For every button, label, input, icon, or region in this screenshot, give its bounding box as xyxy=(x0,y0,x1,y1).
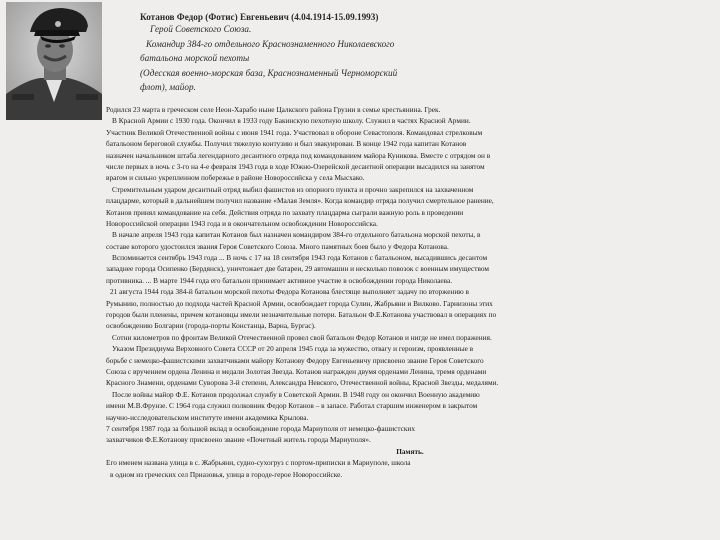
body-line: Котанов принял командование на себя. Действия отряда по захвату плацдарма сыграли важную роль в проведении xyxy=(106,207,464,217)
biography-header xyxy=(140,12,480,95)
body-line: 21 августа 1944 года 384-й батальон морской пехоты Федора Котанова блестяще выполняет задачу по вторжению в xyxy=(110,287,469,297)
header-line-rank: флот), майор. xyxy=(140,82,196,93)
header-line-unit: (Одесская военно-морская база, Краснознаменный Черноморский xyxy=(140,67,398,78)
biography-text xyxy=(106,104,714,480)
body-line: составе которого удостоился звания Героя Советского Союза. Много памятных боев было у Федора Котанова. xyxy=(106,241,449,251)
header-line-title: Герой Советского Союза. xyxy=(150,24,252,34)
body-line: 7 сентября 1987 года за большой вклад в освобождение города Мариуполя от немецко-фашистских xyxy=(106,423,415,433)
body-line: Его именем названа улица в с. Жабрьяни, судно-сухогруз с портом-приписки в Мариуполе, школа xyxy=(106,458,411,468)
body-line: городов были пленены, причем котановцы имели незначительные потери. Батальон Ф.Е.Котанова участвовал в операциях по xyxy=(106,310,497,320)
body-line: назначен начальником штаба легендарного десантного отряда под командованием майора Куникова. Вместе с отрядом он в xyxy=(106,150,491,160)
header-line-position: Командир 384-го отдельного Краснознаменного Николаевского xyxy=(146,38,395,49)
body-line: Румынию, полностью до подхода частей Красной Армии, освобождает города Сулин, Жабрьяни и Вилково. Гарнизоны этих xyxy=(106,298,493,308)
body-line: врагом и сильно укрепленном побережье в районе Новороссийска у села Мысхако. xyxy=(106,173,365,183)
body-line: имени М.В.Фрунзе. С 1964 года служил полковник Федор Котанов – в запасе. Работал старшим инженером в закрытом xyxy=(106,401,478,411)
body-line: батальоном береговой службы. Получил тяжелую контузию и был эвакуирован. В конце 1942 года капитан Котанов xyxy=(106,139,467,149)
body-line: Новороссийской операции 1943 года и в окончательном освобождении Новороссийска. xyxy=(106,218,378,228)
person-name: Котанов Федор (Фотис) Евгеньевич (4.04.1914-15.09.1993) xyxy=(140,12,379,22)
body-line: Сотни километров по фронтам Великой Отечественной провел свой батальон Федор Котанов и нигде не имел поражения. xyxy=(112,332,492,342)
header-line-position-cont: батальона морской пехоты xyxy=(140,53,250,64)
body-line: В начале апреля 1943 года капитан Котанов был назначен командиром 384-го отдельного батальона морской пехоты, в xyxy=(112,230,481,240)
body-line: Союза с вручением ордена Ленина и медали Золотая Звезда. Котанов награжден двумя орденами Ленина, тремя орденами xyxy=(106,366,487,376)
body-line: В Красной Армии с 1930 года. Окончил в 1933 году Бакинскую пехотную школу. Служил в частях Красной Армии. xyxy=(112,116,471,126)
memory-heading: Память. xyxy=(396,446,424,456)
portrait-photo xyxy=(6,2,102,120)
body-line: научно-исследовательском институте имени академика Крылова. xyxy=(106,412,309,422)
body-line: западнее города Осипенко (Бердянск), уничтожает две батареи, 29 автомашин и несколько повозок с военным имуществом xyxy=(106,264,490,274)
body-line: Родился 23 марта в греческом селе Неон-Харабо ныне Цалкского района Грузии в семье крестьянина. Грек. xyxy=(106,105,441,114)
body-line: освобождению Болгарии (города-порты Констанца, Варна, Бургас). xyxy=(106,321,316,331)
body-line: в одном из греческих сел Приазовья, улица в городе-герое Новороссийске. xyxy=(110,469,343,479)
body-line: Красного Знамени, орденами Суворова 3-й степени, Александра Невского, Отечественной войны, Красной Звезды, медалями. xyxy=(106,378,499,388)
body-line: противника. ... В марте 1944 года его батальон принимает активное участие в освобождении города Николаева. xyxy=(106,275,453,285)
body-line: Стремительным ударом десантный отряд выбил фашистов из опорного пункта и прочно закрепился на захваченном xyxy=(112,184,474,194)
body-line: захватчиков Ф.Е.Котанову присвоено звание «Почетный житель города Мариуполя». xyxy=(106,435,371,445)
body-line: Участник Великой Отечественной войны с июня 1941 года. Участвовал в обороне Севастополя. Командовал стрелковым xyxy=(106,127,483,137)
body-line: Вспоминается сентябрь 1943 года ... В ночь с 17 на 18 сентября 1943 года Котанов с батальоном, высадившись десантом xyxy=(112,253,488,263)
body-line: После войны майор Ф.Е. Котанов продолжал службу в Советской Армии. В 1948 году он окончил Военную академию xyxy=(112,389,480,399)
body-line: плацдарме, который в дальнейшем получил название «Малая Земля». Когда командир отряда получил смертельное ранение, xyxy=(106,196,494,206)
body-line: числе первых в ночь с 3-го на 4-е февраля 1943 года в ходе Южно-Озерейской десантной операции высадился на занятом xyxy=(106,161,485,171)
body-line: Указом Президиума Верховного Совета СССР от 20 апреля 1945 года за мужество, отвагу и героизм, проявленные в xyxy=(112,344,474,354)
portrait-photo-icon xyxy=(6,2,102,120)
body-line: борьбе с немецко-фашистскими захватчиками майору Котанову Федору Евгеньевичу присвоено звание Героя Советского xyxy=(106,355,484,365)
